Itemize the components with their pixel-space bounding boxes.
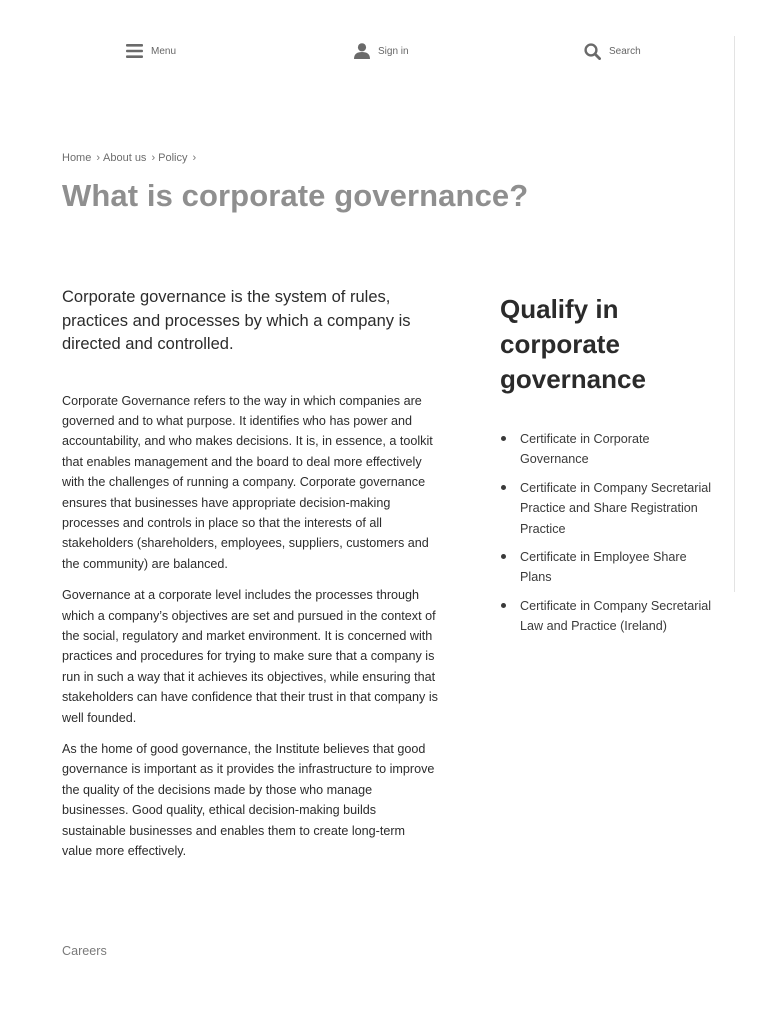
careers-link[interactable]: Careers [62, 944, 107, 958]
qualification-list [500, 429, 720, 637]
search-icon [584, 43, 601, 60]
search-button[interactable] [584, 38, 641, 64]
qualify-sidebar [500, 292, 720, 645]
body-paragraph-3: As the home of good governance, the Institute believes that good governance is important as it provides the infrastructure to improve the quality of the decisions made by those who manage businesses. Good quality, ethical decision-making builds sustainable businesses and enables them to create long-term value more effectively. [62, 742, 435, 859]
qualification-item [500, 429, 720, 470]
qualification-link-secretarial-law-ireland[interactable]: Certificate in Company Secretarial Law and Practice (Ireland) [520, 598, 712, 634]
chevron-right-icon: › [192, 152, 197, 164]
search-label: Search [609, 45, 641, 57]
bullet-icon [501, 554, 506, 559]
qualification-link-company-secretarial-practice[interactable]: Certificate in Company Secretarial Practice and Share Registration Practice [520, 480, 712, 536]
sidebar-title: Qualify in corporate governance [500, 294, 646, 394]
breadcrumb-about-us[interactable]: About us [103, 152, 147, 164]
chevron-right-icon: › [151, 152, 156, 164]
main-content [62, 286, 438, 872]
hamburger-menu-icon [126, 44, 143, 58]
body-paragraph-1: Corporate Governance refers to the way in which companies are governed and to what purpose. It identifies who has power and accountability, and who makes decisions. It is, in essence, a toolkit that enables management and the board to deal more effectively with the challenges of running a company. Corporate governance ensures that businesses have appropriate decision-making processes and controls in place so that the interests of all stakeholders (shareholders, employees, suppliers, customers and the community) are balanced. [62, 393, 433, 571]
sign-in-button[interactable] [354, 38, 409, 64]
menu-label: Menu [151, 45, 177, 57]
qualification-link-employee-share-plans[interactable]: Certificate in Employee Share Plans [520, 550, 687, 585]
breadcrumb [62, 152, 199, 164]
chevron-right-icon: › [96, 152, 101, 164]
bullet-icon [501, 603, 506, 608]
bullet-icon [501, 436, 506, 441]
page-title: What is corporate governance? [62, 178, 529, 213]
breadcrumb-policy[interactable]: Policy [158, 152, 188, 164]
qualification-item [500, 478, 720, 539]
breadcrumb-home[interactable]: Home [62, 152, 92, 164]
qualification-link-corporate-governance[interactable]: Certificate in Corporate Governance [520, 432, 650, 467]
qualification-item [500, 596, 720, 637]
sign-in-label: Sign in [378, 45, 409, 57]
menu-button[interactable] [126, 38, 176, 64]
top-navigation [0, 38, 768, 64]
scroll-divider [734, 36, 735, 592]
qualification-item [500, 547, 720, 588]
lead-paragraph: Corporate governance is the system of rules, practices and processes by which a company is directed and controlled. [62, 288, 411, 353]
user-icon [354, 43, 370, 59]
bullet-icon [501, 485, 506, 490]
body-paragraph-2: Governance at a corporate level includes the processes through which a company’s objectives are set and pursued in the context of the social, regulatory and market environment. It is concerned with practices and procedures for trying to make sure that a company is run in such a way that it achieves its objectives, while ensuring that stakeholders can have confidence that their trust in that company is well founded. [62, 588, 438, 725]
